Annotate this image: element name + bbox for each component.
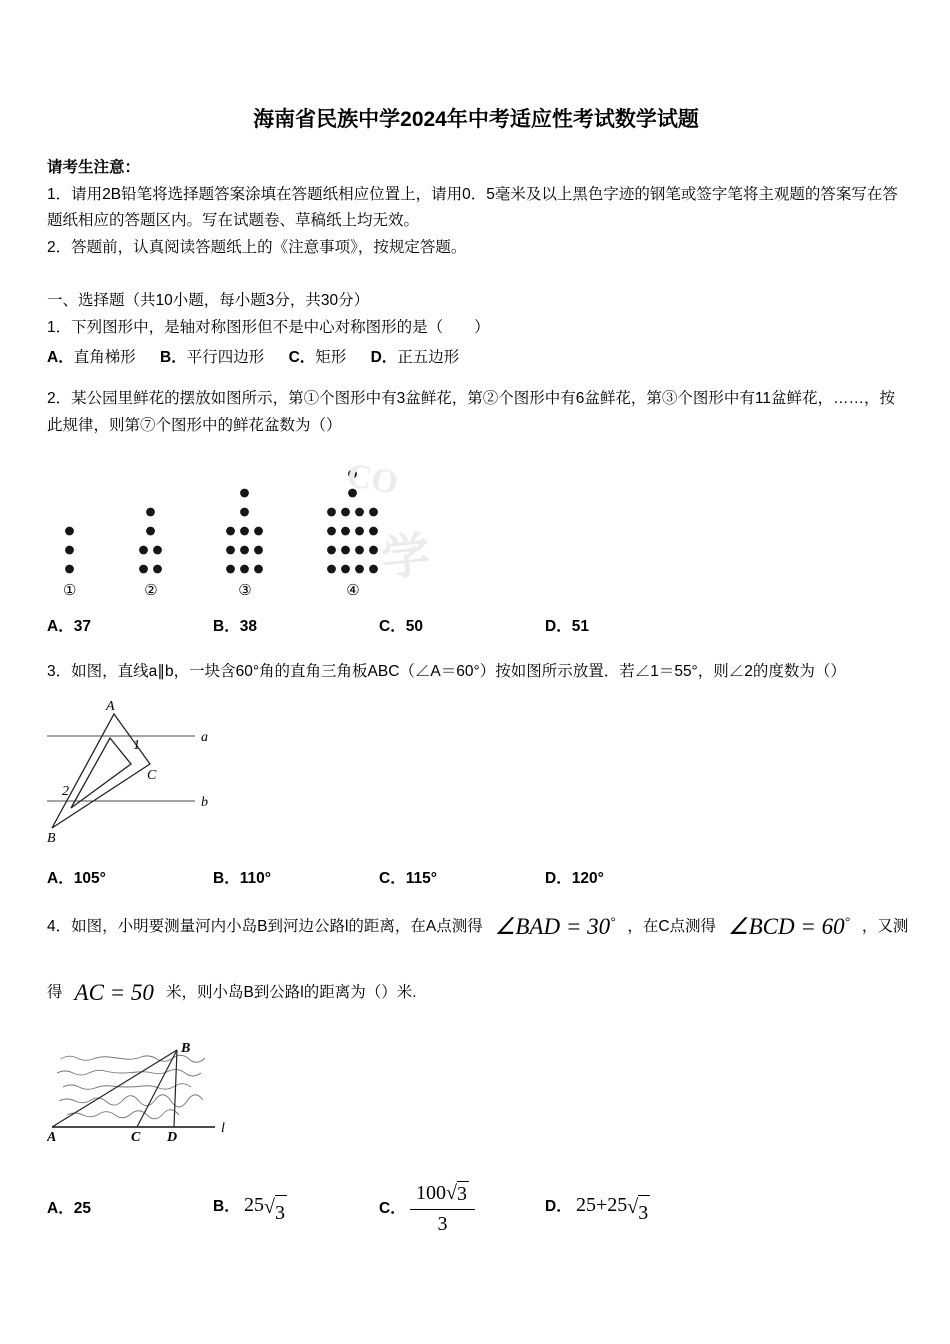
q1-option-d: D．正五边形 [370, 349, 460, 367]
q4-option-d: D． 25+25 √ 3 [545, 1188, 650, 1231]
q1-option-c: C．矩形 [288, 349, 347, 367]
figure-label-4: ④ [346, 582, 360, 600]
vertex-label-B: B [47, 831, 56, 847]
radical-sign-icon: √ [446, 1182, 457, 1205]
vertex-label-C: C [147, 768, 157, 784]
q4-stem-line-1: 4．如图，小明要测量河内小岛B到河边公路l的距离，在A点测得 ∠BAD = 30° ，在C点测得 ∠BCD = 60° ，又测 [47, 907, 905, 947]
q3-options [47, 866, 905, 893]
point-label-B: B [181, 1041, 191, 1057]
q4-option-a: A．25 [47, 1199, 91, 1217]
flower-dots-icon [225, 488, 264, 574]
q3-option-b: B．110° [213, 870, 271, 888]
q2-option-a: A．37 [47, 618, 91, 636]
math-ac: AC = 50 [74, 980, 154, 1006]
section-1-heading: 一、选择题（共10小题，每小题3分，共30分） [47, 292, 370, 310]
q4-figure [47, 1037, 905, 1153]
radical-sign-icon: √ [627, 1195, 639, 1218]
q2-option-d: D．51 [545, 618, 589, 636]
q2-option-c: C．50 [379, 618, 423, 636]
radical-sign-icon: √ [264, 1195, 275, 1218]
fraction-expression: 100 √ 3 3 [410, 1181, 475, 1237]
notice-heading: 请考生注意： [47, 158, 141, 176]
q1-stem: 1．下列图形中，是轴对称图形但不是中心对称图形的是（ ） [47, 319, 490, 337]
q3-figure [47, 698, 905, 858]
q3-option-c: C．115° [379, 870, 437, 888]
page-title: 海南省民族中学2024年中考适应性考试数学试题 [253, 108, 699, 131]
q2-figure [47, 458, 905, 598]
radical-expression: 25 √ 3 [244, 1194, 287, 1216]
vertex-label-A: A [106, 699, 115, 715]
flower-dots-icon [138, 507, 163, 574]
math-angle-bad: ∠BAD = 30° [494, 913, 616, 940]
flower-dots-icon [326, 469, 379, 574]
q2-stem: 2．某公园里鲜花的摆放如图所示，第①个图形中有3盆鲜花，第②个图形中有6盆鲜花，第③个图形中有11盆鲜花，……，按此规律，则第⑦个图形中的鲜花盆数为（） [47, 390, 895, 435]
q2-figure-pattern-4 [326, 469, 379, 598]
q3-option-d: D．120° [545, 870, 604, 888]
triangle-parallel-lines-figure [47, 698, 257, 848]
flower-dots-icon [64, 526, 75, 574]
q4-option-b: B． 25 √ 3 [213, 1188, 379, 1231]
figure-label-1: ① [63, 582, 77, 600]
q1-option-a: A．直角梯形 [47, 349, 136, 367]
radical-expression: 25+25 √ 3 [576, 1194, 650, 1216]
angle-label-2: 2 [62, 784, 69, 800]
q4-options [47, 1181, 905, 1237]
q4-option-c: C． 100 √ 3 3 [379, 1181, 545, 1237]
q2-option-b: B．38 [213, 618, 257, 636]
angle-label-1: 1 [133, 738, 140, 754]
q3-option-a: A．105° [47, 870, 106, 888]
q1-options [47, 345, 905, 372]
river-measurement-figure [47, 1037, 282, 1143]
notice-item-2: 2．答题前，认真阅读答题纸上的《注意事项》，按规定答题。 [47, 239, 467, 257]
notice-item-1: 1．请用2B铅笔将选择题答案涂填在答题纸相应位置上，请用0．5毫米及以上黑色字迹的钢笔或签字笔将主观题的答案写在答题纸相应的答题区内。写在试题卷、草稿纸上均无效。 [47, 185, 898, 230]
math-angle-bcd: ∠BCD = 60° [728, 913, 850, 940]
line-label-a: a [201, 730, 208, 746]
line-label-l: l [221, 1121, 225, 1137]
q4-stem-line-2: 得 AC = 50 米，则小岛B到公路l的距离为（）米. [47, 973, 905, 1013]
q2-figure-pattern-1 [63, 526, 76, 598]
q2-figure-pattern-3 [225, 488, 264, 598]
q3-stem: 3．如图，直线a∥b，一块含60°角的直角三角板ABC（∠A＝60°）按如图所示放置．若∠1＝55°，则∠2的度数为（） [47, 663, 846, 681]
q2-options [47, 614, 905, 641]
q1-option-b: B．平行四边形 [160, 349, 265, 367]
figure-label-2: ② [144, 582, 158, 600]
line-label-b: b [201, 795, 208, 811]
watermark-text: CO [344, 457, 401, 503]
figure-label-3: ③ [238, 582, 252, 600]
q2-figure-pattern-2 [138, 507, 163, 598]
point-label-D: D [167, 1130, 178, 1144]
point-label-A: A [47, 1130, 57, 1144]
point-label-C: C [131, 1130, 141, 1144]
watermark-text: 学 [379, 528, 433, 587]
